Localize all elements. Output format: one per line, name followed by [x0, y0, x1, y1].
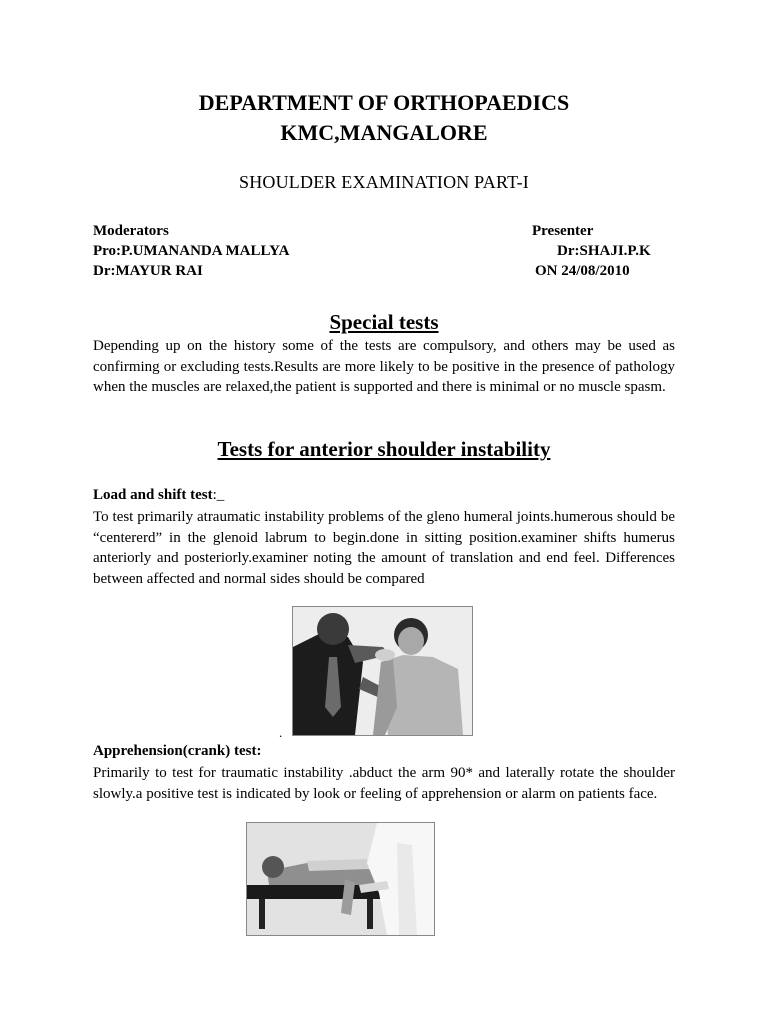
document-title: SHOULDER EXAMINATION PART-I	[239, 172, 529, 192]
apprehension-title: Apprehension(crank) test:	[93, 743, 262, 759]
institution-name: KMC,MANGALORE	[280, 120, 488, 145]
presenter-label: Presenter	[532, 223, 594, 239]
stray-dot: .	[279, 725, 283, 740]
department-heading	[0, 88, 768, 148]
anterior-instability-heading: Tests for anterior shoulder instability	[217, 437, 551, 461]
moderator-name: Pro:P.UMANANDA MALLYA	[93, 243, 290, 259]
moderators-label: Moderators	[93, 223, 169, 239]
load-shift-paragraph: To test primarily atraumatic instability problems of the gleno humeral joints.humerous should be “centererd” in the glenoid labrum to begin.done in sitting position.examiner shifts humerus anteriorly and posteriorly.examiner noting the amount of translation and end feel. Differences between affected and normal sides should be compared	[93, 509, 675, 587]
load-shift-title-text: Load and shift test	[93, 487, 213, 503]
load-shift-photo-illustration	[293, 607, 472, 735]
special-tests-paragraph: Depending up on the history some of the tests are compulsory, and others may be used as confirming or excluding tests.Results are more likely to be positive in the presence of pathology when the muscles are relaxed,the patient is supported and there is minimal or no muscle spasm.	[93, 338, 675, 395]
load-shift-title-suffix: :_	[212, 487, 225, 503]
load-shift-title	[93, 487, 224, 504]
apprehension-photo-icon	[246, 822, 435, 936]
moderators-block	[93, 221, 289, 281]
presenter-name: Dr:SHAJI.P.K	[557, 243, 651, 259]
load-shift-photo-icon	[292, 606, 473, 736]
department-name: DEPARTMENT OF ORTHOPAEDICS	[198, 90, 570, 115]
apprehension-paragraph: Primarily to test for traumatic instability .abduct the arm 90* and laterally rotate the shoulder slowly.a positive test is indicated by look or feeling of apprehension or alarm on patients face.	[93, 765, 675, 802]
apprehension-photo-illustration	[247, 823, 434, 935]
special-tests-heading: Special tests	[329, 310, 439, 334]
presentation-date: ON 24/08/2010	[535, 263, 630, 279]
moderator-name: Dr:MAYUR RAI	[93, 263, 203, 279]
